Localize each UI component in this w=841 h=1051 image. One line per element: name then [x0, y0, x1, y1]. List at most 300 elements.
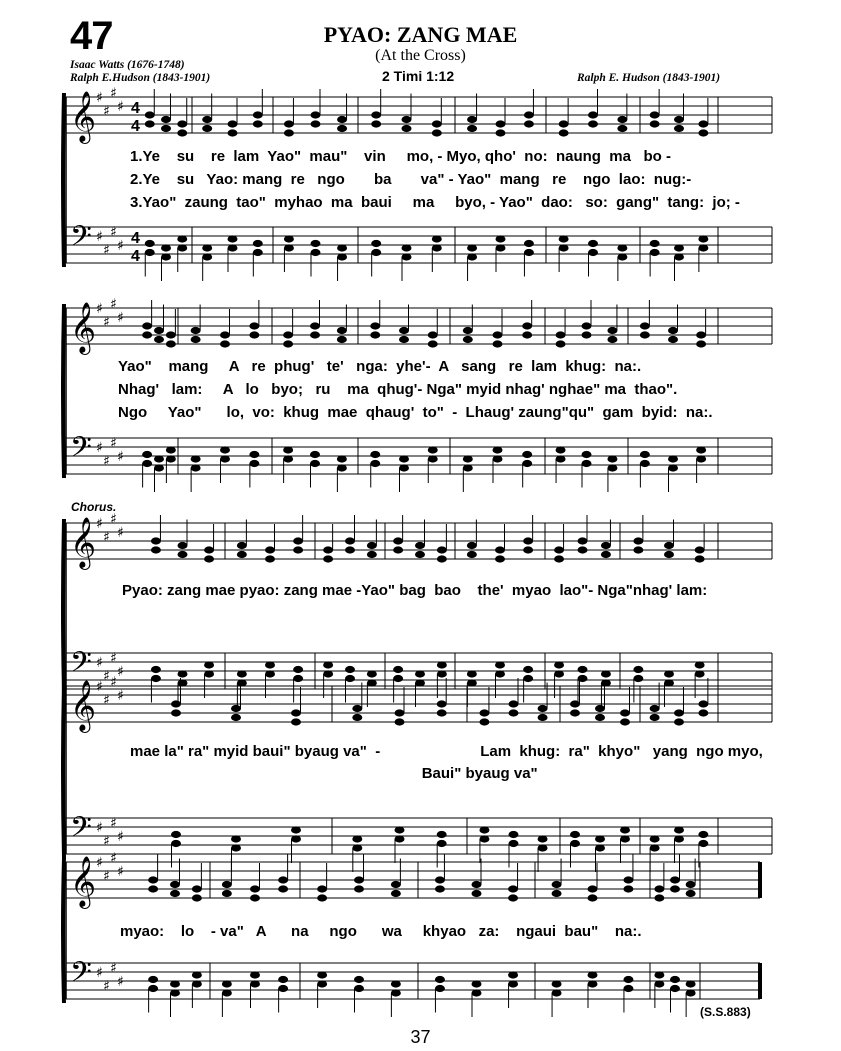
note-head	[496, 129, 506, 136]
note-head	[650, 705, 660, 712]
note-head	[228, 120, 238, 127]
note-head	[151, 537, 161, 544]
note-head	[391, 980, 401, 987]
sharp-sign: ♯	[96, 301, 103, 317]
note-head	[395, 718, 405, 725]
chorus-label: Chorus.	[71, 500, 117, 514]
note-head	[523, 666, 533, 673]
note-head	[367, 551, 377, 558]
note-head	[354, 876, 364, 883]
note-head	[686, 881, 696, 888]
note-head	[231, 835, 241, 842]
note-head	[191, 327, 201, 334]
note-head	[674, 826, 684, 833]
note-head	[371, 240, 381, 247]
note-head	[607, 336, 617, 343]
sharp-sign: ♯	[117, 974, 124, 990]
note-head	[588, 111, 598, 118]
note-head	[435, 885, 445, 892]
note-head	[479, 709, 489, 716]
note-head	[202, 116, 212, 123]
note-head	[352, 844, 362, 851]
note-head	[154, 336, 164, 343]
note-head	[415, 551, 425, 558]
note-head	[601, 670, 611, 677]
note-head	[601, 542, 611, 549]
sharp-sign: ♯	[103, 103, 110, 120]
sharp-sign: ♯	[103, 668, 110, 685]
lyric-line: 2.Ye su Yao: mang re ngo ba va" - Yao" mang re ngo lao: nug:-	[130, 171, 692, 188]
note-head	[601, 551, 611, 558]
sharp-sign: ♯	[96, 855, 103, 871]
note-head	[674, 244, 684, 251]
note-head	[370, 322, 380, 329]
note-head	[595, 835, 605, 842]
note-head	[508, 971, 518, 978]
note-head	[696, 446, 706, 453]
note-head	[493, 340, 503, 347]
sharp-sign: ♯	[103, 868, 110, 885]
note-head	[686, 980, 696, 987]
note-head	[222, 890, 232, 897]
sharp-sign: ♯	[117, 829, 124, 845]
note-head	[393, 546, 403, 553]
note-head	[570, 709, 580, 716]
note-head	[323, 546, 333, 553]
note-head	[595, 714, 605, 721]
note-head	[222, 980, 232, 987]
note-head	[674, 116, 684, 123]
sharp-sign: ♯	[96, 655, 103, 671]
note-head	[654, 894, 664, 901]
note-head	[283, 455, 293, 462]
note-head	[623, 985, 633, 992]
note-head	[650, 240, 660, 247]
note-head	[674, 253, 684, 260]
note-head	[148, 985, 158, 992]
note-head	[317, 894, 327, 901]
note-head	[191, 336, 201, 343]
note-head	[495, 546, 505, 553]
note-head	[463, 336, 473, 343]
note-head	[148, 976, 158, 983]
bass-clef-icon: 𝄢	[70, 220, 92, 260]
note-head	[249, 322, 259, 329]
page-number: 37	[410, 1027, 431, 1047]
note-head	[428, 446, 438, 453]
note-head	[231, 844, 241, 851]
note-head	[698, 709, 708, 716]
note-head	[674, 718, 684, 725]
note-head	[237, 542, 247, 549]
credit-music-right: Ralph E. Hudson (1843-1901)	[577, 72, 721, 84]
note-head	[293, 546, 303, 553]
sharp-sign: ♯	[117, 238, 124, 254]
sharp-sign: ♯	[117, 525, 124, 541]
note-head	[435, 976, 445, 983]
note-head	[293, 675, 303, 682]
note-head	[192, 980, 202, 987]
note-head	[696, 331, 706, 338]
note-head	[435, 876, 445, 883]
note-head	[664, 670, 674, 677]
note-head	[170, 881, 180, 888]
note-head	[253, 120, 263, 127]
note-head	[191, 455, 201, 462]
note-head	[337, 327, 347, 334]
note-head	[467, 253, 477, 260]
note-head	[695, 661, 705, 668]
note-head	[323, 661, 333, 668]
note-head	[582, 460, 592, 467]
sharp-sign: ♯	[117, 99, 124, 115]
note-head	[166, 455, 176, 462]
note-head	[570, 831, 580, 838]
note-head	[633, 537, 643, 544]
note-head	[437, 709, 447, 716]
sharp-sign: ♯	[117, 864, 124, 880]
note-head	[291, 709, 301, 716]
note-head	[310, 331, 320, 338]
time-signature: 4	[131, 230, 140, 247]
note-head	[142, 322, 152, 329]
note-head	[554, 661, 564, 668]
note-head	[509, 831, 519, 838]
note-head	[291, 718, 301, 725]
note-head	[686, 890, 696, 897]
note-head	[170, 890, 180, 897]
note-head	[402, 253, 412, 260]
note-head	[204, 546, 214, 553]
note-head	[371, 120, 381, 127]
note-head	[495, 661, 505, 668]
note-head	[161, 253, 171, 260]
note-head	[166, 340, 176, 347]
note-head	[522, 322, 532, 329]
note-head	[192, 971, 202, 978]
time-signature: 4	[131, 248, 140, 265]
note-head	[220, 331, 230, 338]
lyric-line: 3.Yao" zaung tao" myhao ma baui ma byo, - Yao" dao: so: gang" tang: jo; -	[130, 194, 740, 211]
note-head	[668, 336, 678, 343]
note-head	[588, 894, 598, 901]
sharp-sign: ♯	[110, 224, 117, 241]
note-head	[237, 670, 247, 677]
lyric-line: myao: lo - va" A na ngo wa khyao za: ngaui bau" na:.	[120, 923, 642, 940]
note-head	[265, 555, 275, 562]
sharp-sign: ♯	[103, 314, 110, 331]
note-head	[552, 980, 562, 987]
note-head	[220, 446, 230, 453]
note-head	[253, 111, 263, 118]
note-head	[284, 120, 294, 127]
note-head	[370, 451, 380, 458]
note-head	[402, 125, 412, 132]
system-bracket	[63, 93, 64, 267]
note-head	[467, 244, 477, 251]
note-head	[670, 985, 680, 992]
note-head	[479, 835, 489, 842]
note-head	[495, 555, 505, 562]
credit-words: Isaac Watts (1676-1748)	[70, 59, 185, 71]
note-head	[250, 894, 260, 901]
note-head	[220, 340, 230, 347]
note-head	[202, 125, 212, 132]
lyric-line: 1.Ye su re lam Yao" mau" vin mo, - Myo, qho' no: naung ma bo -	[130, 148, 671, 165]
note-head	[284, 244, 294, 251]
sharp-sign: ♯	[103, 978, 110, 995]
note-head	[472, 881, 482, 888]
note-head	[437, 670, 447, 677]
note-head	[391, 989, 401, 996]
note-head	[311, 240, 321, 247]
note-head	[142, 451, 152, 458]
note-head	[588, 120, 598, 127]
note-head	[352, 835, 362, 842]
note-head	[171, 831, 181, 838]
note-head	[154, 455, 164, 462]
note-head	[570, 700, 580, 707]
treble-clef-icon: 𝄞	[70, 302, 97, 353]
note-head	[559, 120, 569, 127]
sharp-sign: ♯	[117, 449, 124, 465]
note-head	[311, 111, 321, 118]
note-head	[370, 460, 380, 467]
sharp-sign: ♯	[110, 674, 117, 691]
sharp-sign: ♯	[110, 296, 117, 313]
note-head	[524, 240, 534, 247]
note-head	[595, 844, 605, 851]
note-head	[437, 840, 447, 847]
treble-clef-icon: 𝄞	[70, 680, 97, 731]
note-head	[367, 670, 377, 677]
note-head	[668, 455, 678, 462]
note-head	[345, 675, 355, 682]
note-head	[607, 327, 617, 334]
note-head	[166, 331, 176, 338]
note-head	[559, 244, 569, 251]
treble-clef-icon: 𝄞	[70, 91, 97, 142]
note-head	[695, 555, 705, 562]
note-head	[695, 670, 705, 677]
note-head	[177, 235, 187, 242]
sharp-sign: ♯	[96, 516, 103, 532]
system-bracket	[63, 519, 64, 693]
note-head	[310, 451, 320, 458]
note-head	[283, 446, 293, 453]
note-head	[650, 120, 660, 127]
note-head	[595, 705, 605, 712]
note-head	[552, 881, 562, 888]
note-head	[250, 885, 260, 892]
note-head	[650, 714, 660, 721]
hymn-subtitle: (At the Cross)	[375, 47, 466, 64]
note-head	[370, 331, 380, 338]
note-head	[393, 675, 403, 682]
note-head	[283, 331, 293, 338]
note-head	[640, 322, 650, 329]
note-head	[620, 709, 630, 716]
note-head	[640, 460, 650, 467]
note-head	[323, 670, 333, 677]
note-head	[472, 989, 482, 996]
note-head	[311, 120, 321, 127]
sharp-sign: ♯	[110, 960, 117, 977]
note-head	[552, 989, 562, 996]
note-head	[432, 120, 442, 127]
lyric-line: mae la" ra" myid baui" byaug va" - Lam khug: ra" khyo" yang ngo myo,	[130, 743, 763, 760]
note-head	[654, 980, 664, 987]
note-head	[345, 666, 355, 673]
note-head	[249, 451, 259, 458]
bass-clef-icon: 𝄢	[70, 956, 92, 996]
note-head	[698, 235, 708, 242]
note-head	[578, 537, 588, 544]
note-head	[250, 980, 260, 987]
note-head	[582, 451, 592, 458]
note-head	[696, 340, 706, 347]
note-head	[284, 129, 294, 136]
sharp-sign: ♯	[110, 850, 117, 867]
note-head	[479, 718, 489, 725]
note-head	[479, 826, 489, 833]
sharp-sign: ♯	[96, 229, 103, 245]
note-head	[623, 876, 633, 883]
note-head	[523, 675, 533, 682]
note-head	[437, 700, 447, 707]
sharp-sign: ♯	[103, 242, 110, 259]
note-head	[291, 835, 301, 842]
note-head	[391, 881, 401, 888]
note-head	[192, 885, 202, 892]
note-head	[352, 714, 362, 721]
note-head	[178, 551, 188, 558]
note-head	[588, 249, 598, 256]
lyric-line: Nhag' lam: A lo byo; ru ma qhug'- Nga" myid nhag' nghae" ma thao".	[118, 381, 678, 398]
note-head	[509, 840, 519, 847]
note-head	[204, 670, 214, 677]
note-head	[142, 460, 152, 467]
note-head	[493, 455, 503, 462]
note-head	[428, 340, 438, 347]
note-head	[493, 331, 503, 338]
note-head	[650, 844, 660, 851]
note-head	[399, 464, 409, 471]
credit-music-left: Ralph E.Hudson (1843-1901)	[70, 72, 211, 84]
sharp-sign: ♯	[103, 833, 110, 850]
note-head	[249, 460, 259, 467]
note-head	[293, 537, 303, 544]
note-head	[437, 661, 447, 668]
note-head	[668, 464, 678, 471]
note-head	[524, 111, 534, 118]
note-head	[509, 700, 519, 707]
sharp-sign: ♯	[96, 820, 103, 836]
note-head	[337, 253, 347, 260]
note-head	[253, 240, 263, 247]
note-head	[161, 116, 171, 123]
note-head	[265, 546, 275, 553]
note-head	[588, 240, 598, 247]
note-head	[650, 249, 660, 256]
note-head	[686, 989, 696, 996]
note-head	[620, 718, 630, 725]
note-head	[402, 116, 412, 123]
note-head	[151, 675, 161, 682]
note-head	[161, 125, 171, 132]
note-head	[278, 885, 288, 892]
lyric-line: Baui" byaug va"	[130, 765, 538, 782]
sharp-sign: ♯	[103, 453, 110, 470]
note-head	[222, 989, 232, 996]
sharp-sign: ♯	[103, 692, 110, 709]
note-head	[317, 971, 327, 978]
note-head	[554, 546, 564, 553]
note-head	[171, 840, 181, 847]
note-head	[698, 840, 708, 847]
note-head	[509, 709, 519, 716]
note-head	[337, 116, 347, 123]
note-head	[178, 670, 188, 677]
note-head	[395, 835, 405, 842]
sharp-sign: ♯	[96, 679, 103, 695]
note-head	[554, 555, 564, 562]
note-head	[166, 446, 176, 453]
note-head	[556, 340, 566, 347]
note-head	[317, 885, 327, 892]
note-head	[177, 120, 187, 127]
note-head	[650, 835, 660, 842]
note-head	[664, 551, 674, 558]
note-head	[249, 331, 259, 338]
note-head	[698, 700, 708, 707]
note-head	[496, 244, 506, 251]
note-head	[522, 460, 532, 467]
note-head	[554, 670, 564, 677]
note-head	[664, 542, 674, 549]
bass-clef-icon: 𝄢	[70, 811, 92, 851]
note-head	[142, 331, 152, 338]
note-head	[148, 885, 158, 892]
lyric-line: Ngo Yao" lo, vo: khug mae qhaug' to" - Lhaug' zaung"qu" gam byid: na:.	[118, 404, 713, 421]
note-head	[204, 555, 214, 562]
note-head	[171, 700, 181, 707]
note-head	[367, 542, 377, 549]
note-head	[496, 120, 506, 127]
note-head	[311, 249, 321, 256]
note-head	[495, 670, 505, 677]
note-head	[284, 235, 294, 242]
note-head	[538, 705, 548, 712]
note-head	[623, 976, 633, 983]
note-head	[559, 129, 569, 136]
note-head	[371, 249, 381, 256]
note-head	[437, 555, 447, 562]
note-head	[265, 661, 275, 668]
scripture-reference: 2 Timi 1:12	[382, 68, 455, 84]
sharp-sign: ♯	[110, 650, 117, 667]
note-head	[177, 244, 187, 251]
sharp-sign: ♯	[117, 688, 124, 704]
note-head	[670, 876, 680, 883]
note-head	[698, 244, 708, 251]
note-head	[278, 985, 288, 992]
note-head	[552, 890, 562, 897]
note-head	[395, 709, 405, 716]
note-head	[278, 876, 288, 883]
bass-clef-icon: 𝄢	[70, 431, 92, 471]
note-head	[354, 885, 364, 892]
